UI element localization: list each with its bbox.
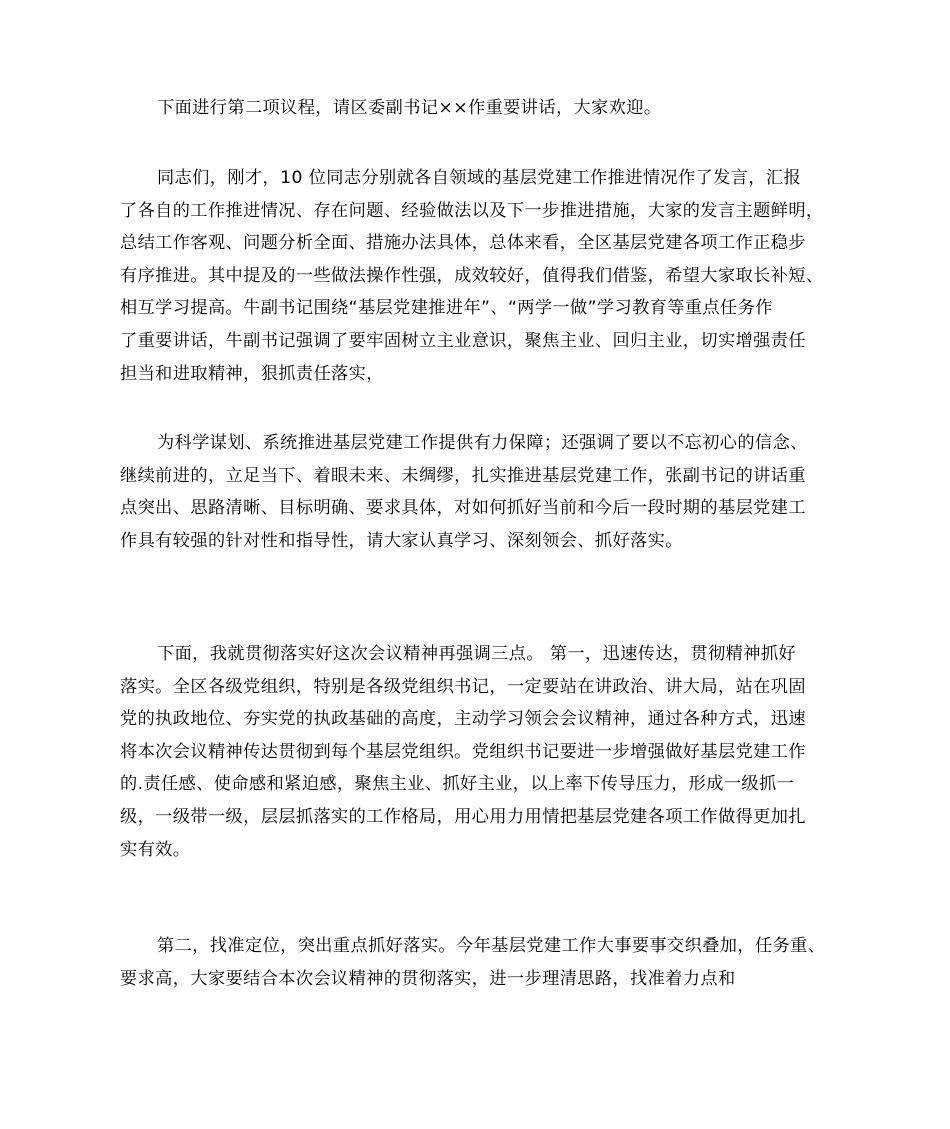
text-line: 实有效。 bbox=[120, 839, 191, 860]
text-line: 点突出、思路清晰、目标明确、要求具体，对如何抓好当前和今后一段时期的基层党建工 bbox=[120, 498, 806, 519]
text-line: 有序推进。其中提及的一些做法操作性强，成效较好，值得我们借鉴，希望大家取长补短、 bbox=[120, 265, 824, 286]
text-line: 落实。全区各级党组织，特别是各级党组织书记，一定要站在讲政治、讲大局，站在巩固 bbox=[120, 676, 806, 697]
text-line: 作具有较强的针对性和指导性，请大家认真学习、深刻领会、抓好落实。 bbox=[120, 530, 683, 551]
text-line: 担当和进取精神，狠抓责任落实， bbox=[120, 363, 384, 384]
text-line: 了各自的工作推进情况、存在问题、经验做法以及下一步推进措施，大家的发言主题鲜明， bbox=[120, 200, 824, 221]
text-line: 级，一级带一级，层层抓落实的工作格局，用心用力用情把基层党建各项工作做得更加扎 bbox=[120, 806, 806, 827]
text-line: 了重要讲话，牛副书记强调了要牢固树立主业意识，聚焦主业、回归主业，切实增强责任 bbox=[120, 330, 806, 351]
text-line: 相互学习提高。牛副书记围绕“基层党建推进年”、“两学一做”学习教育等重点任务作 bbox=[120, 298, 773, 319]
text-line: 下面，我就贯彻落实好这次会议精神再强调三点。 第一，迅速传达，贯彻精神抓好 bbox=[157, 644, 797, 664]
paragraph-4 bbox=[120, 638, 840, 866]
text-line: 要求高，大家要结合本次会议精神的贯彻落实，进一步理清思路，找准着力点和 bbox=[120, 968, 736, 989]
paragraph-1 bbox=[120, 92, 840, 125]
paragraph-5 bbox=[120, 930, 840, 995]
paragraph-3 bbox=[120, 427, 840, 557]
text-line: 第二，找准定位，突出重点抓好落实。今年基层党建工作大事要事交织叠加，任务重、 bbox=[157, 936, 826, 956]
text-line: 下面进行第二项议程，请区委副书记××作重要讲话，大家欢迎。 bbox=[157, 98, 662, 118]
text-line: 党的执政地位、夯实党的执政基础的高度，主动学习领会会议精神，通过各种方式，迅速 bbox=[120, 709, 806, 730]
text-line: 同志们，刚才，10 位同志分别就各自领域的基层党建工作推进情况作了发言，汇报 bbox=[157, 168, 802, 188]
paragraph-2 bbox=[120, 162, 840, 390]
text-line: 总结工作客观、问题分析全面、措施办法具体，总体来看，全区基层党建各项工作正稳步 bbox=[120, 233, 806, 254]
text-line: 继续前进的，立足当下、着眼未来、未绸缪，扎实推进基层党建工作，张副书记的讲话重 bbox=[120, 465, 806, 486]
text-line: 为科学谋划、系统推进基层党建工作提供有力保障；还强调了要以不忘初心的信念、 bbox=[157, 433, 808, 453]
text-line: 将本次会议精神传达贯彻到每个基层党组织。党组织书记要进一步增强做好基层党建工作 bbox=[120, 741, 806, 762]
text-line: 的.责任感、使命感和紧迫感，聚焦主业、抓好主业，以上率下传导压力，形成一级抓一 bbox=[120, 774, 795, 795]
